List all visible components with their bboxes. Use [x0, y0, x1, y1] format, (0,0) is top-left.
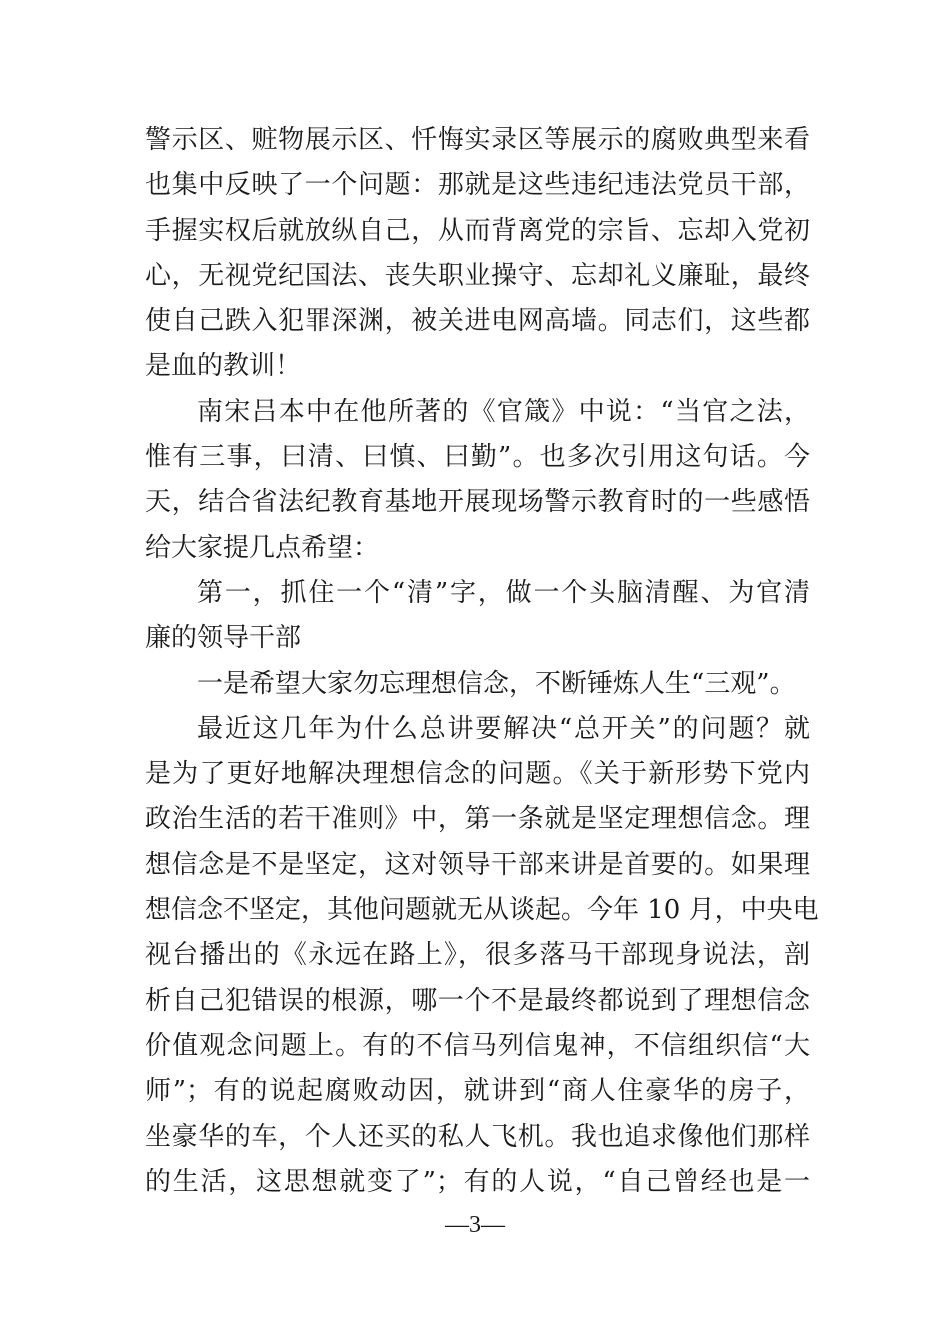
page-number: —3—	[445, 1212, 505, 1238]
text-line: 坐豪华的车，个人还买的私人飞机。我也追求像他们那样	[145, 1121, 810, 1152]
section-heading-line: 第一，抓住一个“清”字，做一个头脑清醒、为官清	[197, 577, 810, 608]
text-line: 警示区、赃物展示区、忏悔实录区等展示的腐败典型来看	[145, 125, 810, 155]
section-heading-line: 廉的领导干部	[145, 623, 302, 654]
text-line: 是血的教训！	[145, 351, 302, 382]
text-line: 心，无视党纪国法、丧失职业操守、忘却礼义廉耻，最终	[145, 260, 810, 291]
text-line: 是为了更好地解决理想信念的问题。《关于新形势下党内	[145, 759, 810, 790]
text-line: 想信念是不是坚定，这对领导干部来讲是首要的。如果理	[145, 849, 810, 880]
text-line: 给大家提几点希望：	[145, 532, 380, 563]
text-line: 视台播出的《永远在路上》，很多落马干部现身说法，剖	[145, 940, 810, 971]
text-line: 政治生活的若干准则》中，第一条就是坚定理想信念。理	[145, 804, 810, 835]
body-text	[145, 118, 819, 1205]
text-line: 天，结合省法纪教育基地开展现场警示教育时的一些感悟	[145, 487, 810, 518]
text-line: 使自己跌入犯罪深渊，被关进电网高墙。同志们，这些都	[145, 306, 810, 337]
text-line: 价值观念问题上。有的不信马列信鬼神，不信组织信“大	[145, 1030, 810, 1061]
text-line: 手握实权后就放纵自己，从而背离党的宗旨、忘却入党初	[145, 215, 810, 246]
subheading-line: 一是希望大家勿忘理想信念，不断锤炼人生“三观”。	[197, 668, 796, 699]
text-line: 师”；有的说起腐败动因，就讲到“商人住豪华的房子，	[145, 1076, 810, 1107]
text-line: 南宋吕本中在他所著的《官箴》中说：“当官之法，	[197, 396, 810, 427]
text-line: 最近这几年为什么总讲要解决“总开关”的问题？就	[197, 713, 810, 744]
text-line: 析自己犯错误的根源，哪一个不是最终都说到了理想信念	[145, 985, 810, 1016]
text-line: 惟有三事，曰清、曰慎、曰勤”。也多次引用这句话。今	[145, 442, 810, 473]
text-line: 想信念不坚定，其他问题就无从谈起。今年 10 月，中央电	[145, 895, 819, 926]
text-line: 也集中反映了一个问题：那就是这些违纪违法党员干部，	[145, 170, 810, 201]
text-line: 的生活，这思想就变了”；有的人说，“自己曾经也是一	[145, 1166, 810, 1197]
